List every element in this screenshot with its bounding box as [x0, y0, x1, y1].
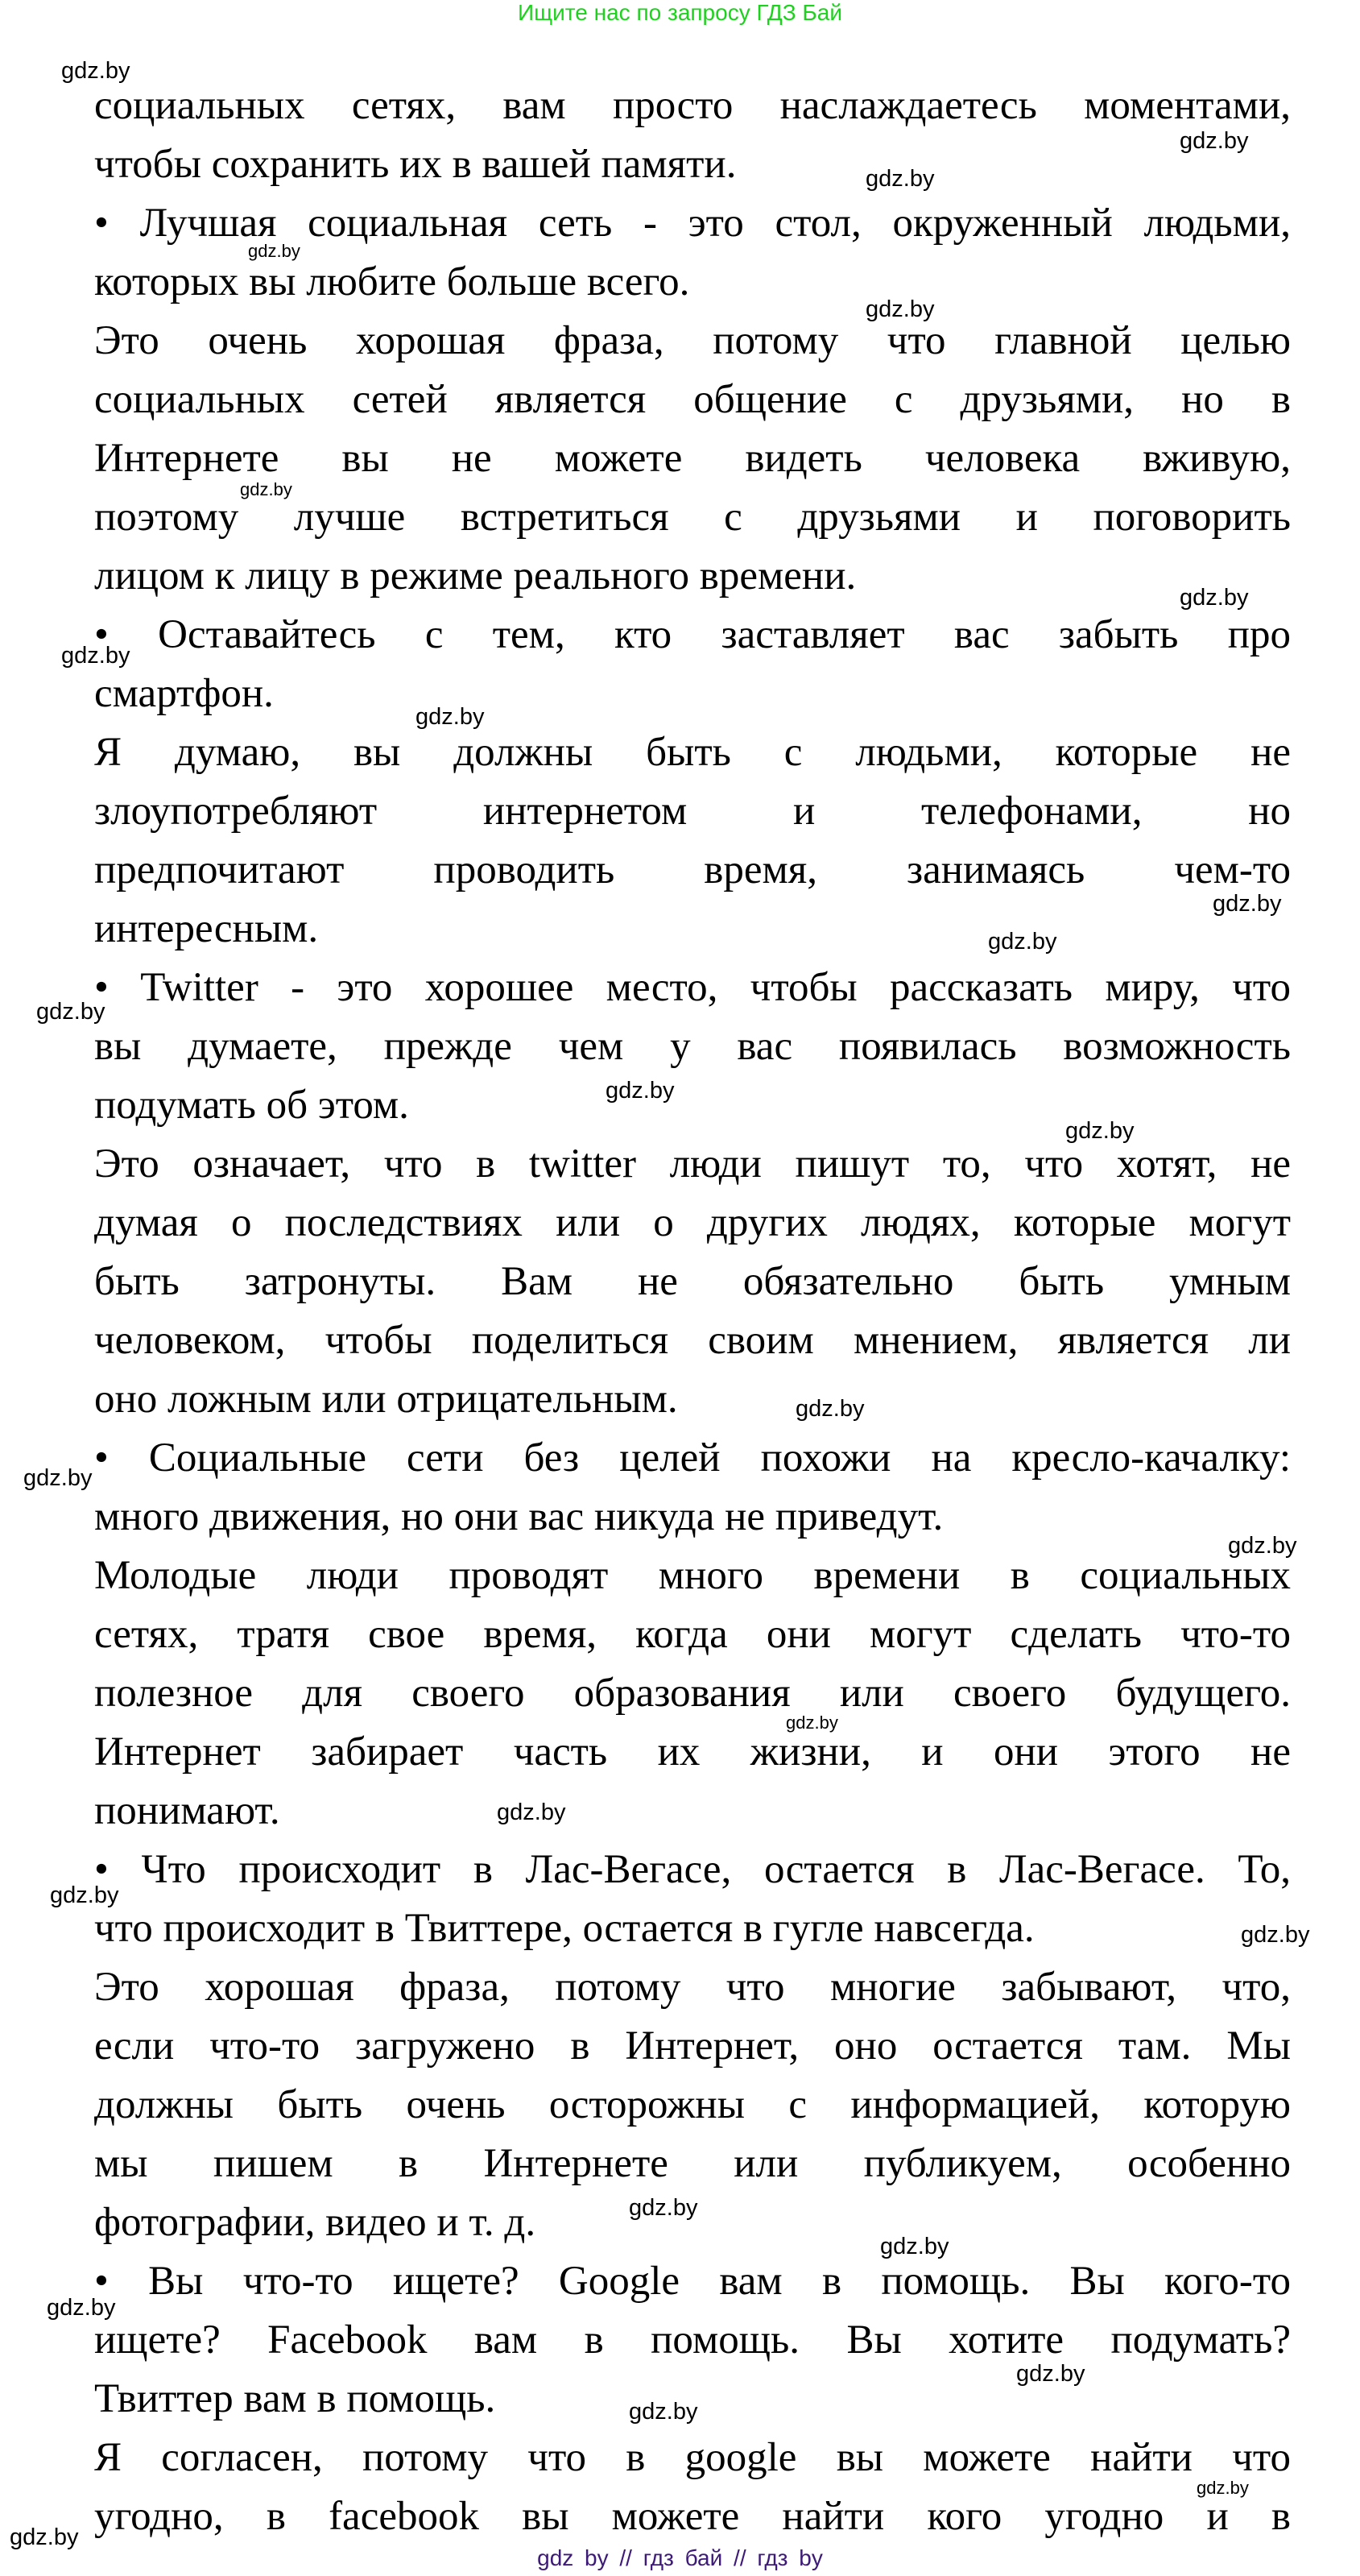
text-line: Это хорошая фраза, потому что многие забывают, что, — [94, 1965, 1291, 2010]
text-line: мы пишем в Интернете или публикуем, особенно — [94, 2141, 1291, 2186]
watermark: gdz.by — [606, 1078, 675, 1104]
text-line: Интернете вы не можете видеть человека вживую, — [94, 436, 1291, 481]
watermark: gdz.by — [1016, 2361, 1085, 2387]
watermark: gdz.by — [629, 2399, 698, 2425]
watermark: gdz.by — [786, 1713, 838, 1733]
text-line: много движения, но они вас никуда не приведут. — [94, 1494, 944, 1539]
text-line: злоупотребляют интернетом и телефонами, но — [94, 789, 1291, 834]
text-line: ищете? Facebook вам в помощь. Вы хотите подумать? — [94, 2317, 1291, 2363]
text-line: • Twitter - это хорошее место, чтобы рассказать миру, что — [94, 965, 1291, 1010]
watermark: gdz.by — [1213, 891, 1282, 917]
text-line: понимают. — [94, 1788, 280, 1833]
text-line: предпочитают проводить время, занимаясь чем-то — [94, 847, 1291, 892]
watermark: gdz.by — [1180, 585, 1249, 611]
watermark: gdz.by — [10, 2524, 79, 2550]
text-line: оно ложным или отрицательным. — [94, 1377, 678, 1422]
watermark: gdz.by — [61, 58, 130, 84]
watermark: gdz.by — [866, 166, 935, 192]
watermark: gdz.by — [796, 1396, 865, 1422]
watermark: gdz.by — [988, 929, 1057, 955]
watermark: gdz.by — [61, 643, 130, 669]
watermark: gdz.by — [1065, 1118, 1135, 1144]
text-line: • Лучшая социальная сеть - это стол, окруженный людьми, — [94, 201, 1291, 246]
watermark: gdz.by — [1241, 1922, 1310, 1948]
watermark: gdz.by — [248, 241, 300, 261]
text-line: социальных сетей является общение с друзьями, но в — [94, 377, 1291, 422]
text-line: угодно, в facebook вы можете найти кого угодно и в — [94, 2494, 1291, 2539]
watermark: gdz.by — [880, 2234, 949, 2259]
text-line: Я согласен, потому что в google вы можете найти что — [94, 2435, 1291, 2480]
text-line: • Социальные сети без целей похожи на кресло-качалку: — [94, 1435, 1291, 1481]
text-line: чтобы сохранить их в вашей памяти. — [94, 142, 737, 187]
text-line: лицом к лицу в режиме реального времени. — [94, 553, 857, 598]
text-line: Твиттер вам в помощь. — [94, 2376, 496, 2421]
text-line: Я думаю, вы должны быть с людьми, которые не — [94, 730, 1291, 775]
text-line: которых вы любите больше всего. — [94, 259, 690, 304]
text-line: что происходит в Твиттере, остается в гугле навсегда. — [94, 1906, 1035, 1951]
watermark: gdz.by — [50, 1882, 119, 1908]
watermark: gdz.by — [47, 2295, 116, 2321]
text-line: вы думаете, прежде чем у вас появилась возможность — [94, 1024, 1291, 1069]
text-line: • Оставайтесь с тем, кто заставляет вас забыть про — [94, 612, 1291, 657]
text-line: если что-то загружено в Интернет, оно остается там. Мы — [94, 2023, 1291, 2069]
text-line: социальных сетях, вам просто наслаждаетесь моментами, — [94, 83, 1291, 128]
text-line: думая о последствиях или о других людях, которые могут — [94, 1200, 1291, 1245]
text-line: • Что происходит в Лас-Вегасе, остается в Лас-Вегасе. То, — [94, 1847, 1291, 1892]
watermark: gdz.by — [1228, 1533, 1297, 1559]
footer-links: gdz by // гдз бай // гдз by — [537, 2545, 823, 2570]
watermark: gdz.by — [240, 479, 292, 499]
text-line: сетях, тратя свое время, когда они могут сделать что-то — [94, 1612, 1291, 1657]
text-line: полезное для своего образования или своего будущего. — [94, 1671, 1291, 1716]
text-line: быть затронуты. Вам не обязательно быть умным — [94, 1259, 1291, 1304]
text-line: подумать об этом. — [94, 1083, 409, 1128]
watermark: gdz.by — [866, 296, 935, 322]
text-line: Молодые люди проводят много времени в социальных — [94, 1553, 1291, 1598]
text-line: поэтому лучше встретиться с друзьями и поговорить — [94, 495, 1291, 540]
watermark: gdz.by — [1197, 2478, 1249, 2498]
text-line: Это означает, что в twitter люди пишут то, что хотят, не — [94, 1141, 1291, 1187]
watermark: gdz.by — [36, 999, 105, 1025]
watermark: gdz.by — [1180, 128, 1249, 154]
search-hint-header: Ищите нас по запросу ГДЗ Бай — [517, 0, 843, 25]
text-line: интересным. — [94, 906, 319, 951]
text-line: Это очень хорошая фраза, потому что главной целью — [94, 318, 1291, 363]
watermark: gdz.by — [23, 1465, 93, 1491]
text-line: человеком, чтобы поделиться своим мнением, является ли — [94, 1318, 1291, 1363]
text-line: • Вы что-то ищете? Google вам в помощь. Вы кого-то — [94, 2259, 1291, 2304]
text-line: фотографии, видео и т. д. — [94, 2200, 536, 2245]
watermark: gdz.by — [497, 1799, 566, 1825]
text-line: должны быть очень осторожны с информацией, которую — [94, 2082, 1291, 2127]
text-line: смартфон. — [94, 671, 274, 716]
watermark: gdz.by — [629, 2195, 698, 2221]
text-line: Интернет забирает часть их жизни, и они этого не — [94, 1729, 1291, 1775]
watermark: gdz.by — [415, 704, 485, 730]
